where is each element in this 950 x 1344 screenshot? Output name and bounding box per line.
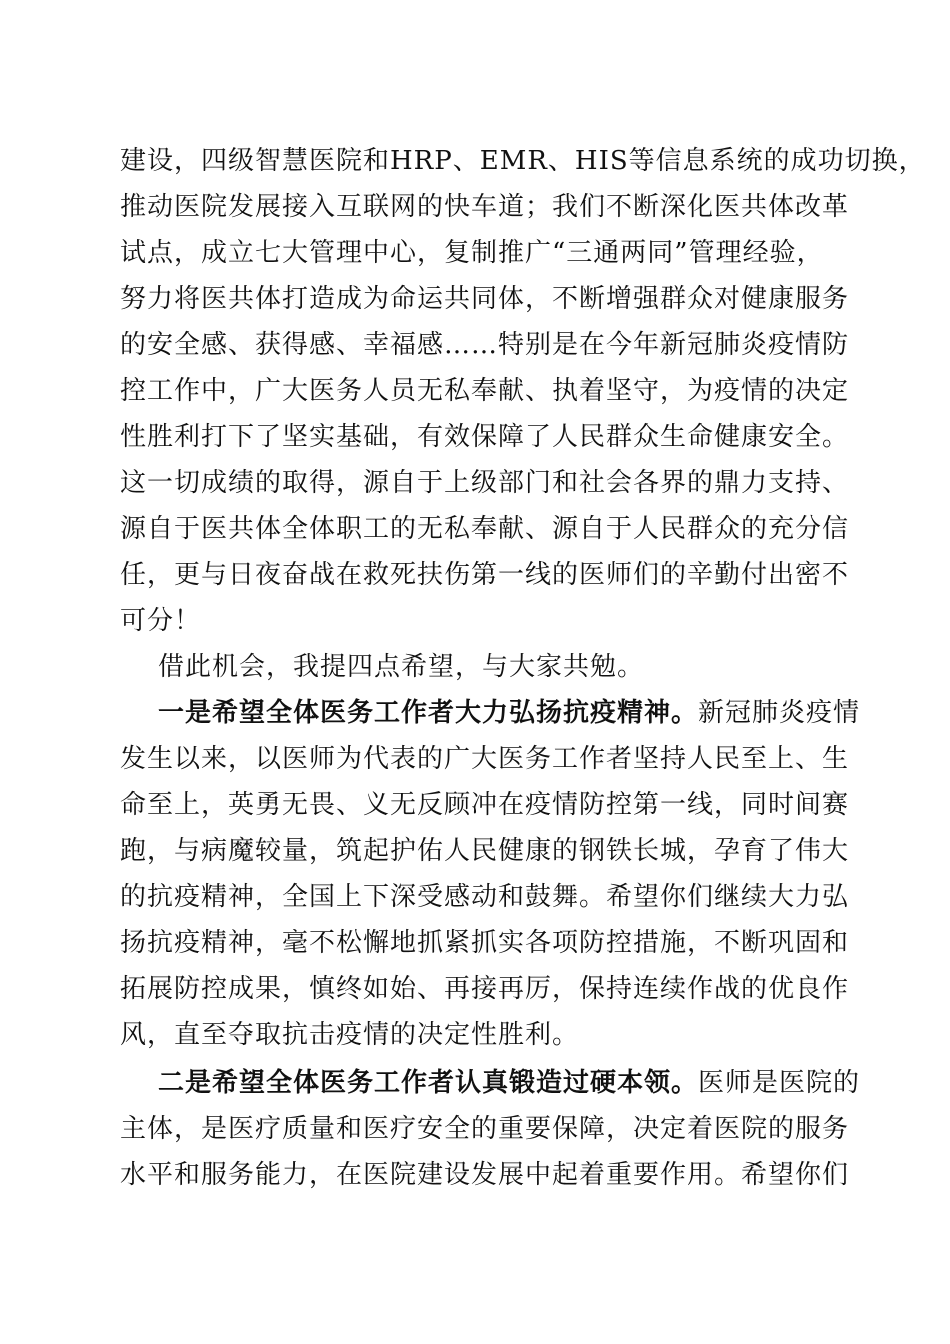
text-line: 发生以来，以医师为代表的广大医务工作者坚持人民至上、生 — [120, 744, 850, 774]
text-line: 可分！ — [120, 606, 202, 636]
paragraph-first-line — [158, 694, 861, 732]
text-line: 命至上，英勇无畏、义无反顾冲在疫情防控第一线，同时间赛 — [120, 790, 850, 820]
text-line: 扬抗疫精神，毫不松懈地抓紧抓实各项防控措施，不断巩固和 — [120, 928, 850, 958]
text-line: 试点，成立七大管理中心，复制推广“三通两同”管理经验， — [120, 238, 824, 268]
paragraph-first-line — [158, 1064, 861, 1102]
text-line: 推动医院发展接入互联网的快车道；我们不断深化医共体改革 — [120, 192, 850, 222]
text-line: 建设，四级智慧医院和HRP、EMR、HIS等信息系统的成功切换， — [120, 146, 926, 176]
text-line: 风，直至夺取抗击疫情的决定性胜利。 — [120, 1020, 580, 1050]
text-line: 水平和服务能力，在医院建设发展中起着重要作用。希望你们 — [120, 1160, 850, 1190]
text-line: 跑，与病魔较量，筑起护佑人民健康的钢铁长城，孕育了伟大 — [120, 836, 850, 866]
text-line: 源自于医共体全体职工的无私奉献、源自于人民群众的充分信 — [120, 514, 850, 544]
text-line: 的抗疫精神，全国上下深受感动和鼓舞。希望你们继续大力弘 — [120, 882, 850, 912]
text-line: 任，更与日夜奋战在救死扶伤第一线的医师们的辛勤付出密不 — [120, 560, 850, 590]
text-line: 借此机会，我提四点希望，与大家共勉。 — [158, 652, 645, 682]
text-line: 努力将医共体打造成为命运共同体，不断增强群众对健康服务 — [120, 284, 850, 314]
text-line: 的安全感、获得感、幸福感……特别是在今年新冠肺炎疫情防 — [120, 330, 850, 360]
text-line: 主体，是医疗质量和医疗安全的重要保障，决定着医院的服务 — [120, 1114, 850, 1144]
text-line: 这一切成绩的取得，源自于上级部门和社会各界的鼎力支持、 — [120, 468, 850, 498]
text-line: 性胜利打下了坚实基础，有效保障了人民群众生命健康安全。 — [120, 422, 850, 452]
text-line: 控工作中，广大医务人员无私奉献、执着坚守，为疫情的决定 — [120, 376, 850, 406]
paragraph-first-line-rest: 新冠肺炎疫情 — [698, 698, 861, 728]
text-line: 拓展防控成果，慎终如始、再接再厉，保持连续作战的优良作 — [120, 974, 850, 1004]
paragraph-first-line-rest: 医师是医院的 — [698, 1068, 861, 1098]
paragraph-heading: 一是希望全体医务工作者大力弘扬抗疫精神。 — [158, 698, 699, 728]
paragraph-heading: 二是希望全体医务工作者认真锻造过硬本领。 — [158, 1068, 699, 1098]
